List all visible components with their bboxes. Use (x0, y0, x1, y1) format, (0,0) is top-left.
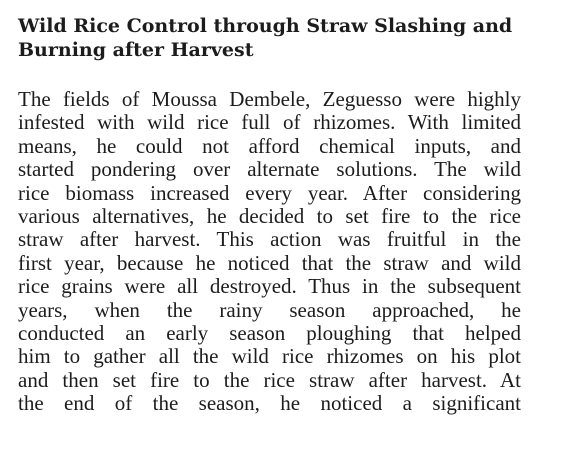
paragraph-line: rice grains were all destroyed. Thus in the subsequent (18, 274, 521, 299)
section-title (18, 14, 521, 62)
section-title-line: Burning after Harvest (18, 39, 254, 61)
paragraph-line: The fields of Moussa Dembele, Zeguesso were highly (18, 87, 521, 111)
paragraph-line: first year, because he noticed that the straw and wild (18, 250, 521, 275)
document-page (18, 14, 521, 416)
body-paragraph (18, 88, 521, 416)
paragraph-line: various alternatives, he decided to set fire to the rice (18, 204, 521, 229)
paragraph-line: conducted an early season ploughing that helped (18, 321, 521, 346)
paragraph-line: straw after harvest. This action was fruitful in the (18, 227, 521, 252)
paragraph-line: and then set fire to the rice straw after harvest. At (18, 367, 521, 392)
paragraph-line: infested with wild rice full of rhizomes. With limited (18, 110, 521, 135)
paragraph-line: him to gather all the wild rice rhizomes on his plot (18, 344, 521, 369)
paragraph-line: means, he could not afford chemical inputs, and (18, 133, 521, 158)
paragraph-line: started pondering over alternate solutions. The wild (18, 157, 521, 182)
paragraph-line: years, when the rainy season approached, he (18, 297, 521, 322)
paragraph-line: the end of the season, he noticed a significant (18, 391, 521, 416)
section-title-line: Wild Rice Control through Straw Slashing and (18, 15, 513, 37)
paragraph-line: rice biomass increased every year. After considering (18, 180, 521, 205)
